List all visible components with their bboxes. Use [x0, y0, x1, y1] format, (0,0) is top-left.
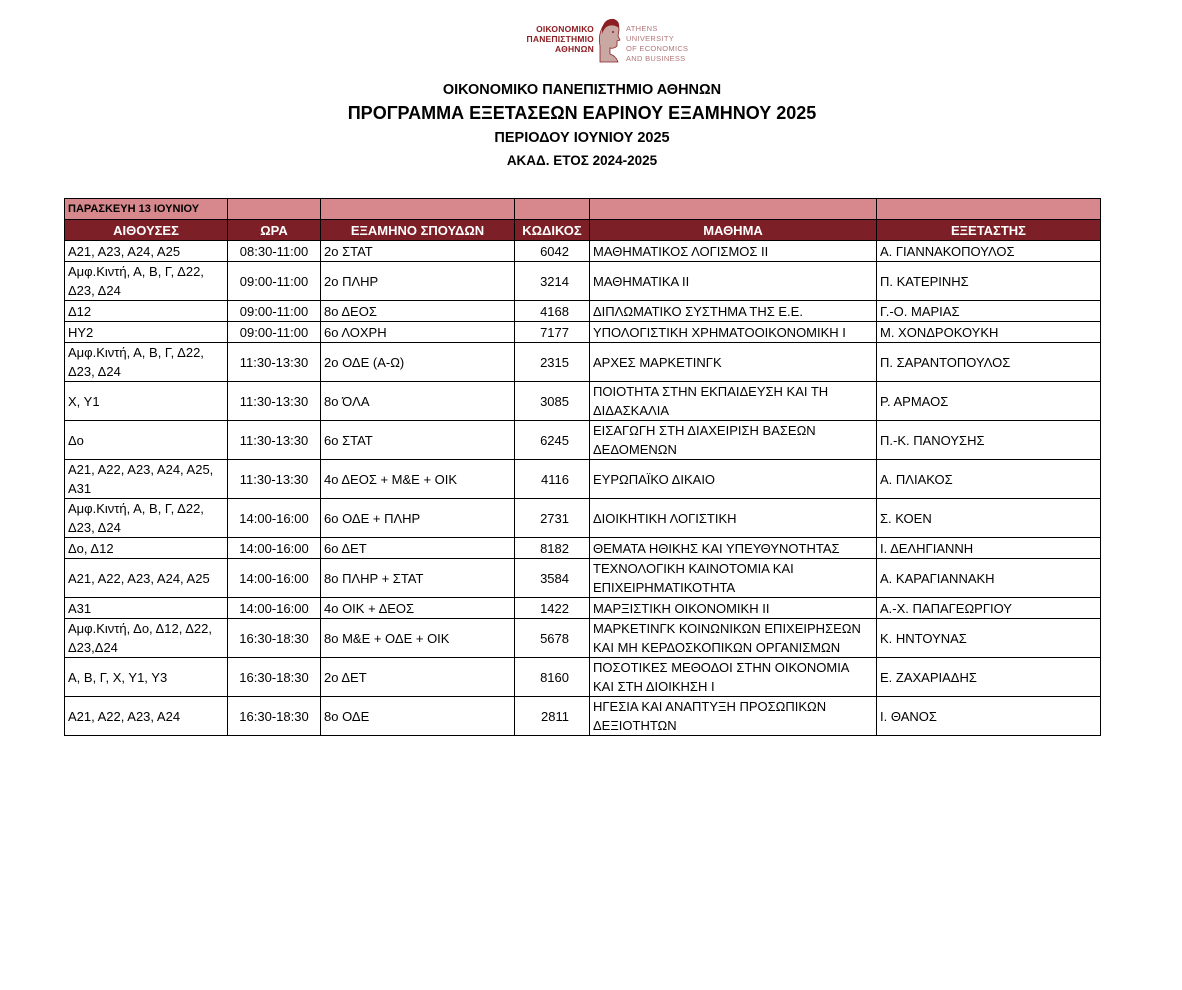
- column-header-examiner: ΕΞΕΤΑΣΤΗΣ: [877, 220, 1101, 241]
- column-header-course: ΜΑΘΗΜΑ: [590, 220, 877, 241]
- table-row: [65, 460, 1101, 499]
- cell-rooms: Δο, Δ12: [65, 538, 228, 559]
- day-cell: [515, 199, 590, 220]
- cell-rooms: Α21, Α22, Α23, Α24: [65, 697, 228, 736]
- column-header-time: ΩΡΑ: [228, 220, 321, 241]
- cell-rooms: Αμφ.Κιντή, Α, Β, Γ, Δ22, Δ23, Δ24: [65, 499, 228, 538]
- cell-code: 3584: [515, 559, 590, 598]
- table-row: [65, 697, 1101, 736]
- cell-semester: 2ο ΠΛΗΡ: [321, 262, 515, 301]
- logo-greek-line: ΟΙΚΟΝΟΜΙΚΟ: [536, 24, 594, 34]
- logo-english-line: ATHENS UNIVERSITY: [626, 24, 675, 43]
- logo-greek-line: ΠΑΝΕΠΙΣΤΗΜΙΟ: [526, 34, 594, 44]
- cell-examiner: Μ. ΧΟΝΔΡΟΚΟΥΚΗ: [877, 322, 1101, 343]
- cell-time: 14:00-16:00: [228, 499, 321, 538]
- cell-course: ΜΑΘΗΜΑΤΙΚΑ ΙΙ: [590, 262, 877, 301]
- cell-time: 14:00-16:00: [228, 559, 321, 598]
- cell-semester: 6ο ΟΔΕ + ΠΛΗΡ: [321, 499, 515, 538]
- cell-rooms: Δο: [65, 421, 228, 460]
- day-cell: [877, 199, 1101, 220]
- university-logo: [488, 16, 708, 68]
- cell-time: 11:30-13:30: [228, 460, 321, 499]
- cell-semester: 8ο Μ&Ε + ΟΔΕ + ΟΙΚ: [321, 619, 515, 658]
- cell-rooms: Αμφ.Κιντή, Δο, Δ12, Δ22, Δ23,Δ24: [65, 619, 228, 658]
- cell-examiner: Ι. ΔΕΛΗΓΙΑΝΝΗ: [877, 538, 1101, 559]
- table-row: [65, 499, 1101, 538]
- column-header-rooms: ΑΙΘΟΥΣΕΣ: [65, 220, 228, 241]
- column-header-semester: ΕΞΑΜΗΝΟ ΣΠΟΥΔΩΝ: [321, 220, 515, 241]
- cell-examiner: Α.-Χ. ΠΑΠΑΓΕΩΡΓΙΟΥ: [877, 598, 1101, 619]
- cell-course: ΥΠΟΛΟΓΙΣΤΙΚΗ ΧΡΗΜΑΤΟΟΙΚΟΝΟΜΙΚΗ Ι: [590, 322, 877, 343]
- cell-semester: 8ο ΌΛΑ: [321, 382, 515, 421]
- cell-examiner: Α. ΠΛΙΑΚΟΣ: [877, 460, 1101, 499]
- cell-time: 08:30-11:00: [228, 241, 321, 262]
- table-row: [65, 598, 1101, 619]
- cell-course: ΗΓΕΣΙΑ ΚΑΙ ΑΝΑΠΤΥΞΗ ΠΡΟΣΩΠΙΚΩΝ ΔΕΞΙΟΤΗΤΩΝ: [590, 697, 877, 736]
- cell-code: 8160: [515, 658, 590, 697]
- cell-rooms: Α21, Α22, Α23, Α24, Α25: [65, 559, 228, 598]
- cell-code: 6042: [515, 241, 590, 262]
- cell-examiner: Π. ΣΑΡΑΝΤΟΠΟΥΛΟΣ: [877, 343, 1101, 382]
- day-cell: [321, 199, 515, 220]
- cell-code: 8182: [515, 538, 590, 559]
- cell-rooms: Α, Β, Γ, Χ, Υ1, Υ3: [65, 658, 228, 697]
- cell-semester: 4ο ΟΙΚ + ΔΕΟΣ: [321, 598, 515, 619]
- cell-examiner: Κ. ΗΝΤΟΥΝΑΣ: [877, 619, 1101, 658]
- logo-english-text: [626, 24, 708, 64]
- cell-semester: 6ο ΔΕΤ: [321, 538, 515, 559]
- cell-time: 09:00-11:00: [228, 322, 321, 343]
- cell-course: ΕΙΣΑΓΩΓΗ ΣΤΗ ΔΙΑΧΕΙΡΙΣΗ ΒΑΣΕΩΝ ΔΕΔΟΜΕΝΩΝ: [590, 421, 877, 460]
- table-row: [65, 322, 1101, 343]
- cell-course: ΜΑΘΗΜΑΤΙΚΟΣ ΛΟΓΙΣΜΟΣ ΙΙ: [590, 241, 877, 262]
- university-title: ΟΙΚΟΝΟΜΙΚΟ ΠΑΝΕΠΙΣΤΗΜΙΟ ΑΘΗΝΩΝ: [442, 82, 722, 98]
- cell-examiner: Π. ΚΑΤΕΡΙΝΗΣ: [877, 262, 1101, 301]
- table-row: [65, 559, 1101, 598]
- cell-time: 09:00-11:00: [228, 301, 321, 322]
- cell-code: 4168: [515, 301, 590, 322]
- cell-code: 4116: [515, 460, 590, 499]
- cell-semester: 6ο ΛΟΧΡΗ: [321, 322, 515, 343]
- cell-rooms: Α31: [65, 598, 228, 619]
- cell-time: 11:30-13:30: [228, 421, 321, 460]
- cell-time: 16:30-18:30: [228, 697, 321, 736]
- table-row: [65, 538, 1101, 559]
- cell-rooms: Δ12: [65, 301, 228, 322]
- cell-course: ΕΥΡΩΠΑΪΚΟ ΔΙΚΑΙΟ: [590, 460, 877, 499]
- logo-english-line: OF ECONOMICS: [626, 44, 689, 53]
- cell-course: ΠΟΣΟΤΙΚΕΣ ΜΕΘΟΔΟΙ ΣΤΗΝ ΟΙΚΟΝΟΜΙΑ ΚΑΙ ΣΤΗ ΔΙΟΙΚΗΣΗ Ι: [590, 658, 877, 697]
- document-header: [0, 80, 1164, 172]
- table-row: [65, 262, 1101, 301]
- cell-semester: 4ο ΔΕΟΣ + Μ&Ε + ΟΙΚ: [321, 460, 515, 499]
- table-row: [65, 658, 1101, 697]
- cell-code: 2731: [515, 499, 590, 538]
- cell-semester: 2ο ΣΤΑΤ: [321, 241, 515, 262]
- cell-code: 3214: [515, 262, 590, 301]
- cell-examiner: Σ. ΚΟΕΝ: [877, 499, 1101, 538]
- cell-time: 09:00-11:00: [228, 262, 321, 301]
- cell-examiner: Γ.-Ο. ΜΑΡΙΑΣ: [877, 301, 1101, 322]
- day-row: [65, 199, 1101, 220]
- day-cell: [228, 199, 321, 220]
- cell-rooms: Α21, Α22, Α23, Α24, Α25, Α31: [65, 460, 228, 499]
- cell-semester: 2ο ΔΕΤ: [321, 658, 515, 697]
- table-row: [65, 619, 1101, 658]
- cell-semester: 6ο ΣΤΑΤ: [321, 421, 515, 460]
- cell-semester: 8ο ΠΛΗΡ + ΣΤΑΤ: [321, 559, 515, 598]
- cell-semester: 8ο ΟΔΕ: [321, 697, 515, 736]
- cell-course: ΑΡΧΕΣ ΜΑΡΚΕΤΙΝΓΚ: [590, 343, 877, 382]
- academic-year-title: ΑΚΑΔ. ΕΤΟΣ 2024-2025: [506, 153, 658, 168]
- cell-course: ΘΕΜΑΤΑ ΗΘΙΚΗΣ ΚΑΙ ΥΠΕΥΘΥΝΟΤΗΤΑΣ: [590, 538, 877, 559]
- cell-time: 11:30-13:30: [228, 382, 321, 421]
- logo-greek-text: [527, 24, 594, 54]
- cell-code: 1422: [515, 598, 590, 619]
- cell-course: ΔΙΠΛΩΜΑΤΙΚΟ ΣΥΣΤΗΜΑ ΤΗΣ Ε.Ε.: [590, 301, 877, 322]
- cell-rooms: Χ, Υ1: [65, 382, 228, 421]
- table-row: [65, 382, 1101, 421]
- cell-course: ΠΟΙΟΤΗΤΑ ΣΤΗΝ ΕΚΠΑΙΔΕΥΣΗ ΚΑΙ ΤΗ ΔΙΔΑΣΚΑΛΙΑ: [590, 382, 877, 421]
- cell-time: 14:00-16:00: [228, 598, 321, 619]
- cell-examiner: Α. ΓΙΑΝΝΑΚΟΠΟΥΛΟΣ: [877, 241, 1101, 262]
- cell-code: 6245: [515, 421, 590, 460]
- cell-code: 2811: [515, 697, 590, 736]
- logo-english-line: AND BUSINESS: [626, 54, 686, 63]
- cell-code: 3085: [515, 382, 590, 421]
- cell-code: 7177: [515, 322, 590, 343]
- program-title: ΠΡΟΓΡΑΜΜΑ ΕΞΕΤΑΣΕΩΝ ΕΑΡΙΝΟΥ ΕΞΑΜΗΝΟΥ 2025: [347, 103, 817, 123]
- cell-course: ΜΑΡΞΙΣΤΙΚΗ ΟΙΚΟΝΟΜΙΚΗ ΙΙ: [590, 598, 877, 619]
- table-row: [65, 421, 1101, 460]
- cell-examiner: Ι. ΘΑΝΟΣ: [877, 697, 1101, 736]
- cell-time: 14:00-16:00: [228, 538, 321, 559]
- cell-rooms: Α21, Α23, Α24, Α25: [65, 241, 228, 262]
- cell-examiner: Α. ΚΑΡΑΓΙΑΝΝΑΚΗ: [877, 559, 1101, 598]
- exam-schedule-table: [64, 198, 1101, 736]
- day-label: ΠΑΡΑΣΚΕΥΗ 13 ΙΟΥΝΙΟΥ: [65, 199, 228, 220]
- cell-semester: 2ο ΟΔΕ (Α-Ω): [321, 343, 515, 382]
- cell-course: ΤΕΧΝΟΛΟΓΙΚΗ ΚΑΙΝΟΤΟΜΙΑ ΚΑΙ ΕΠΙΧΕΙΡΗΜΑΤΙΚΟΤΗΤΑ: [590, 559, 877, 598]
- day-cell: [590, 199, 877, 220]
- cell-course: ΜΑΡΚΕΤΙΝΓΚ ΚΟΙΝΩΝΙΚΩΝ ΕΠΙΧΕΙΡΗΣΕΩΝ ΚΑΙ ΜΗ ΚΕΡΔΟΣΚΟΠΙΚΩΝ ΟΡΓΑΝΙΣΜΩΝ: [590, 619, 877, 658]
- cell-semester: 8ο ΔΕΟΣ: [321, 301, 515, 322]
- table-row: [65, 343, 1101, 382]
- cell-rooms: ΗΥ2: [65, 322, 228, 343]
- logo-greek-line: ΑΘΗΝΩΝ: [555, 44, 594, 54]
- cell-time: 16:30-18:30: [228, 658, 321, 697]
- cell-examiner: Π.-Κ. ΠΑΝΟΥΣΗΣ: [877, 421, 1101, 460]
- cell-code: 5678: [515, 619, 590, 658]
- cell-course: ΔΙΟΙΚΗΤΙΚΗ ΛΟΓΙΣΤΙΚΗ: [590, 499, 877, 538]
- header-row: [65, 220, 1101, 241]
- column-header-code: ΚΩΔΙΚΟΣ: [515, 220, 590, 241]
- cell-code: 2315: [515, 343, 590, 382]
- athena-head-icon: [596, 16, 622, 64]
- cell-rooms: Αμφ.Κιντή, Α, Β, Γ, Δ22, Δ23, Δ24: [65, 262, 228, 301]
- cell-examiner: Ρ. ΑΡΜΑΟΣ: [877, 382, 1101, 421]
- cell-time: 16:30-18:30: [228, 619, 321, 658]
- table-row: [65, 301, 1101, 322]
- cell-time: 11:30-13:30: [228, 343, 321, 382]
- table-row: [65, 241, 1101, 262]
- cell-rooms: Αμφ.Κιντή, Α, Β, Γ, Δ22, Δ23, Δ24: [65, 343, 228, 382]
- cell-examiner: Ε. ΖΑΧΑΡΙΑΔΗΣ: [877, 658, 1101, 697]
- period-title: ΠΕΡΙΟΔΟΥ ΙΟΥΝΙΟΥ 2025: [494, 130, 670, 146]
